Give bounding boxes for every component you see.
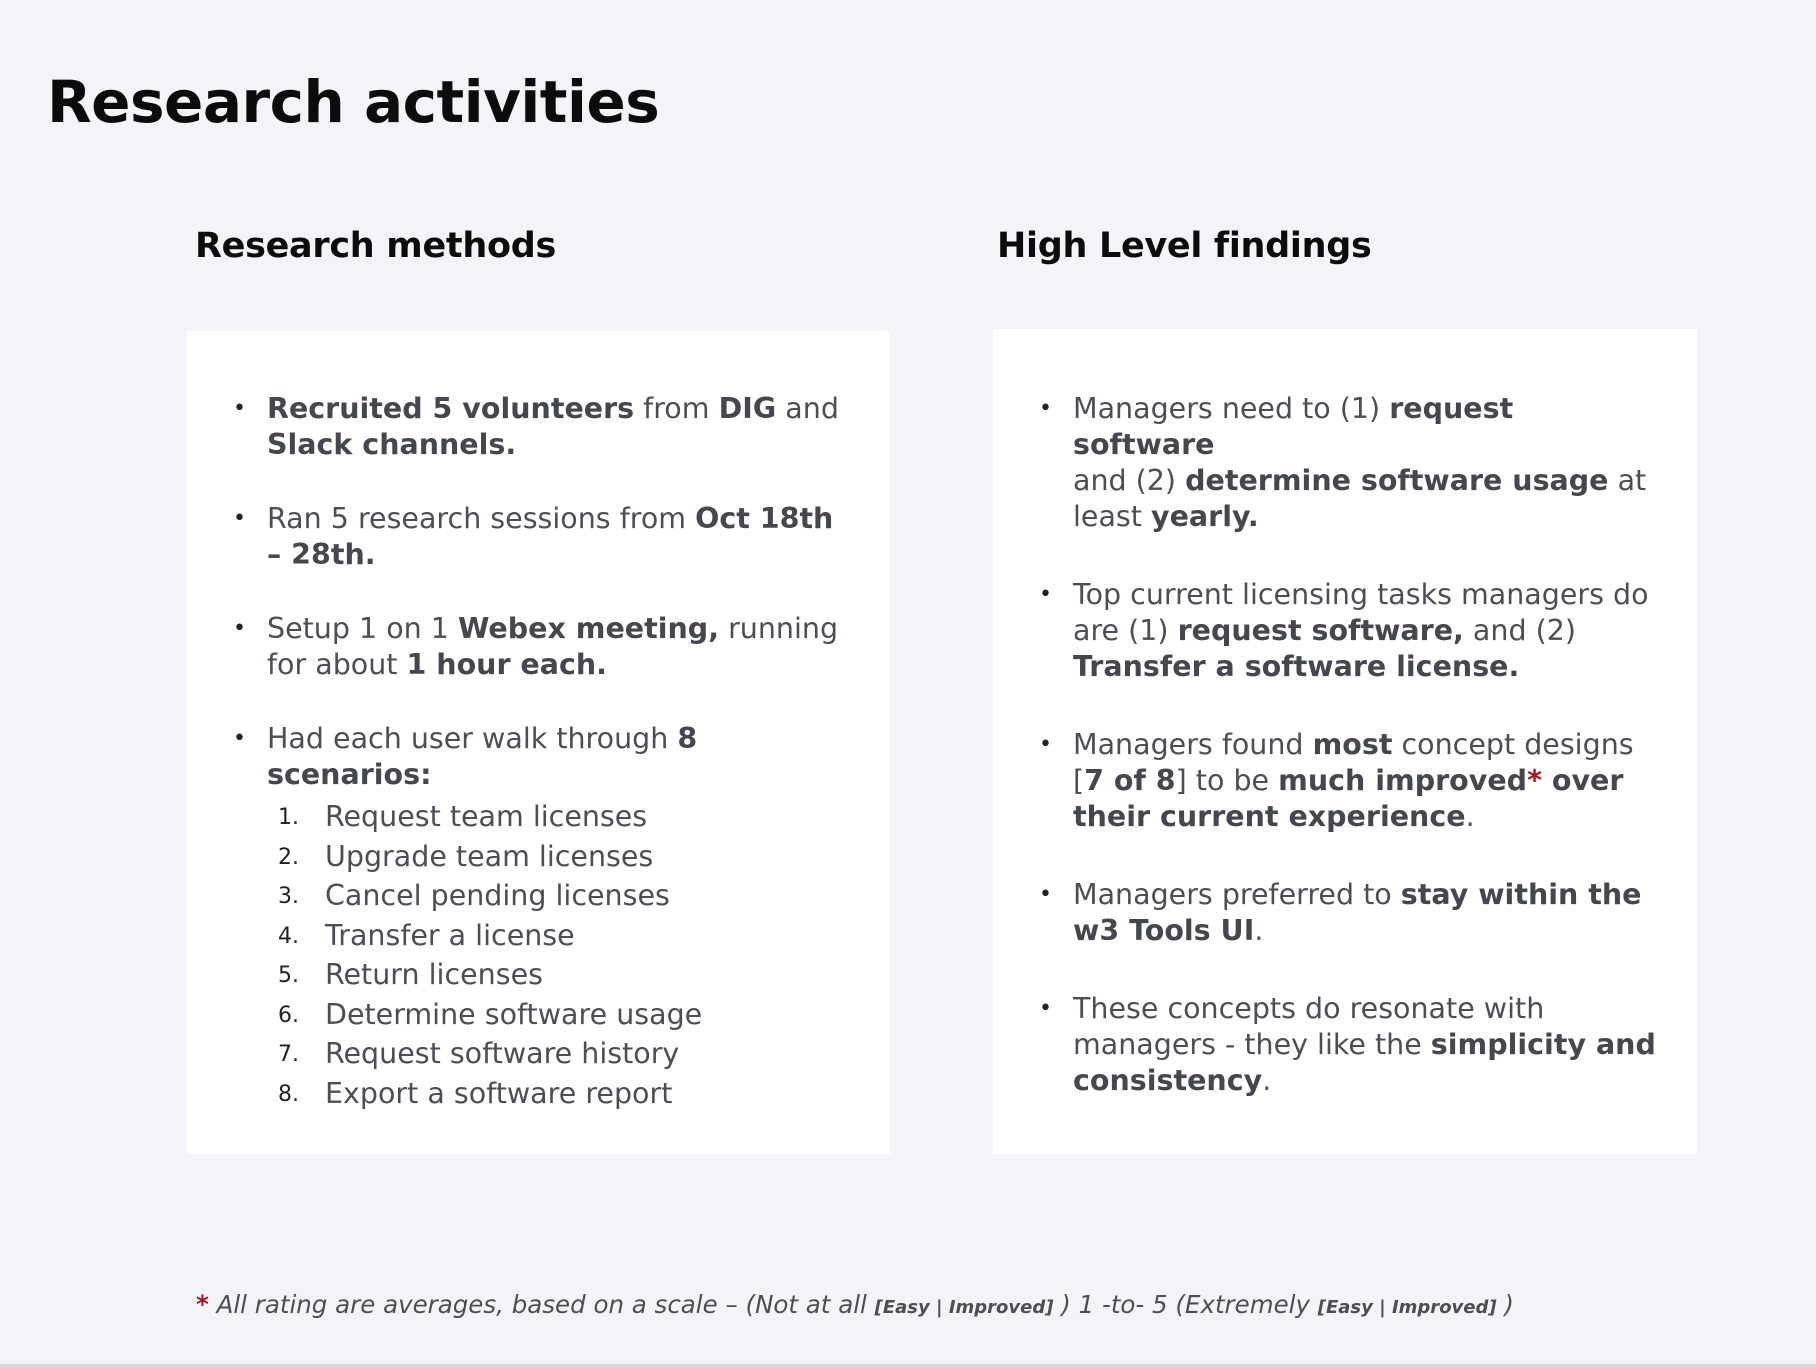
scenario-item: 8. Export a software report	[278, 1076, 673, 1110]
list-item: • Had each user walk through 8 scenarios: 1. Request team licenses 2. Upgrade team licenses 3. Cancel pending licenses 4. Transfer a license 5. Return licenses 6. Determine software usage 7. Request software history 8. Export a software report	[233, 721, 850, 1113]
research-methods-heading: Research methods	[195, 226, 556, 266]
bullet-icon: •	[1039, 582, 1052, 607]
list-item: • These concepts do resonate with managers - they like the simplicity and consistency.	[1039, 992, 1656, 1097]
asterisk-marker: *	[196, 1290, 209, 1319]
footnote: * All rating are averages, based on a scale – (Not at all [Easy | Improved] ) 1 -to- 5 (Extremely [Easy | Improved] )	[196, 1290, 1514, 1319]
list-item: • Recruited 5 volunteers from DIG and Slack channels.	[233, 392, 839, 461]
findings-list	[1039, 391, 1657, 1099]
page-title: Research activities	[47, 68, 660, 136]
bullet-icon: •	[1039, 396, 1052, 421]
scenario-list	[267, 797, 850, 1113]
high-level-findings-heading: High Level findings	[997, 226, 1372, 266]
scenario-item: 1. Request team licenses	[278, 800, 648, 833]
list-item: • Setup 1 on 1 Webex meeting, running for about 1 hour each.	[233, 612, 839, 681]
bullet-icon: •	[1039, 732, 1052, 757]
scenario-item: 4. Transfer a license	[278, 918, 575, 952]
scenario-item: 3. Cancel pending licenses	[278, 879, 670, 912]
scenario-item: 5. Return licenses	[278, 958, 543, 991]
bottom-divider	[0, 1364, 1816, 1368]
research-methods-card	[187, 331, 890, 1154]
bullet-icon: •	[1039, 996, 1052, 1021]
list-item: • Managers found most concept designs [7 of 8] to be much improved* over their current experience.	[1039, 728, 1634, 833]
scenario-item: 7. Request software history	[278, 1037, 680, 1070]
bullet-icon: •	[233, 616, 246, 641]
list-item: • Managers need to (1) request software and (2) determine software usage at least yearly.	[1039, 392, 1647, 533]
high-level-findings-card	[993, 329, 1697, 1154]
methods-list	[233, 391, 850, 1113]
list-item: • Top current licensing tasks managers do are (1) request software, and (2) Transfer a software license.	[1039, 578, 1649, 683]
list-item: • Managers preferred to stay within the w3 Tools UI.	[1039, 878, 1642, 947]
bullet-icon: •	[233, 396, 246, 421]
asterisk-marker: *	[1527, 764, 1542, 797]
bullet-icon: •	[233, 726, 246, 751]
scenario-item: 2. Upgrade team licenses	[278, 839, 654, 873]
bullet-icon: •	[1039, 882, 1052, 907]
bullet-icon: •	[233, 506, 246, 531]
list-item: • Ran 5 research sessions from Oct 18th – 28th.	[233, 502, 834, 571]
scenario-item: 6. Determine software usage	[278, 997, 703, 1031]
